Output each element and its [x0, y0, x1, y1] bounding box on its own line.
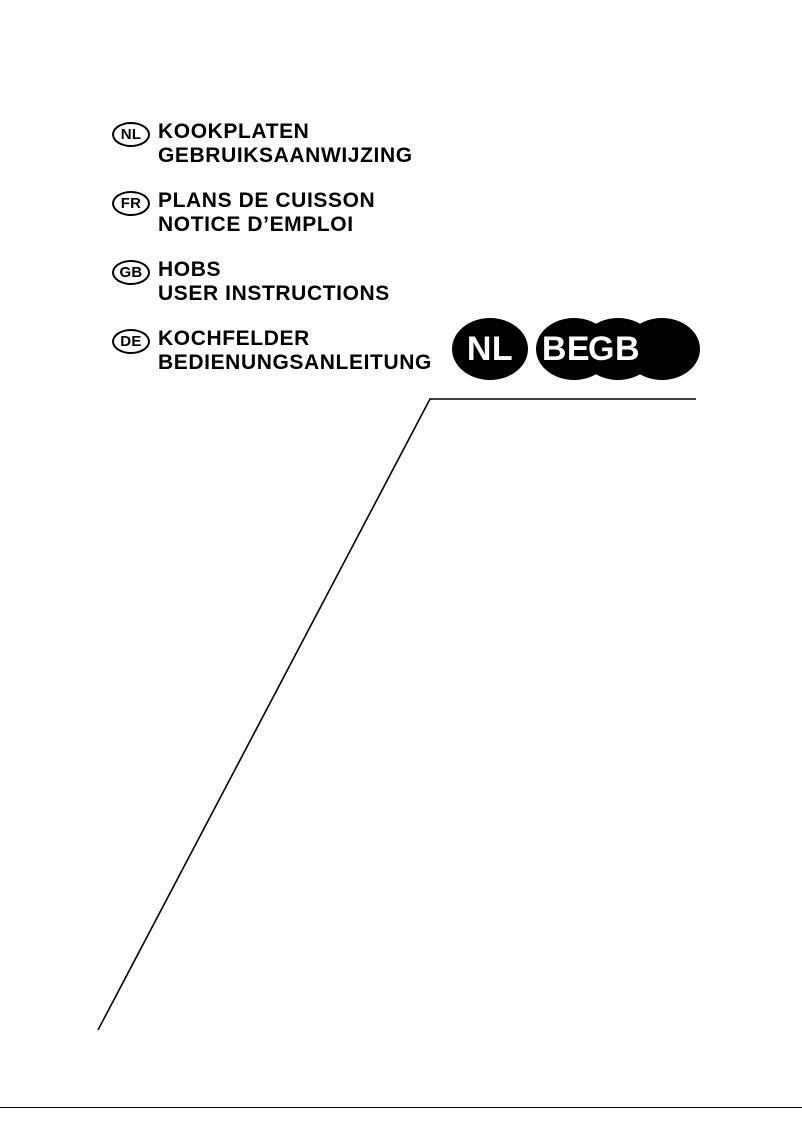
language-badge-gb: GB	[112, 260, 150, 285]
language-text	[158, 327, 432, 374]
language-title: KOOKPLATEN	[158, 120, 310, 143]
language-subtitle: NOTICE D’EMPLOI	[158, 212, 354, 236]
oval-label-nl: NL	[466, 330, 514, 368]
language-row	[112, 258, 592, 305]
oval-label-gb: GB	[588, 330, 640, 368]
footer-divider	[0, 1107, 802, 1108]
language-text	[158, 120, 413, 167]
language-text	[158, 189, 375, 236]
language-subtitle: BEDIENUNGSANLEITUNG	[158, 350, 432, 374]
oval-label-blank	[624, 318, 700, 380]
language-title: PLANS DE CUISSON	[158, 189, 376, 213]
language-title: HOBS	[158, 258, 222, 282]
diagram-outline-path	[98, 399, 696, 1030]
language-badge-de: DE	[112, 329, 150, 354]
language-title: KOCHFELDER	[158, 327, 310, 351]
language-badge-nl: NL	[112, 122, 150, 147]
language-row	[112, 120, 592, 167]
country-oval-logo-group	[452, 318, 702, 380]
language-subtitle: USER INSTRUCTIONS	[158, 281, 390, 305]
oval-label-be: BE	[541, 330, 591, 368]
language-subtitle: GEBRUIKSAANWIJZING	[158, 143, 413, 167]
language-row	[112, 189, 592, 236]
hob-outline-diagram	[0, 380, 802, 1040]
language-text	[158, 258, 390, 305]
language-badge-fr: FR	[112, 191, 150, 216]
